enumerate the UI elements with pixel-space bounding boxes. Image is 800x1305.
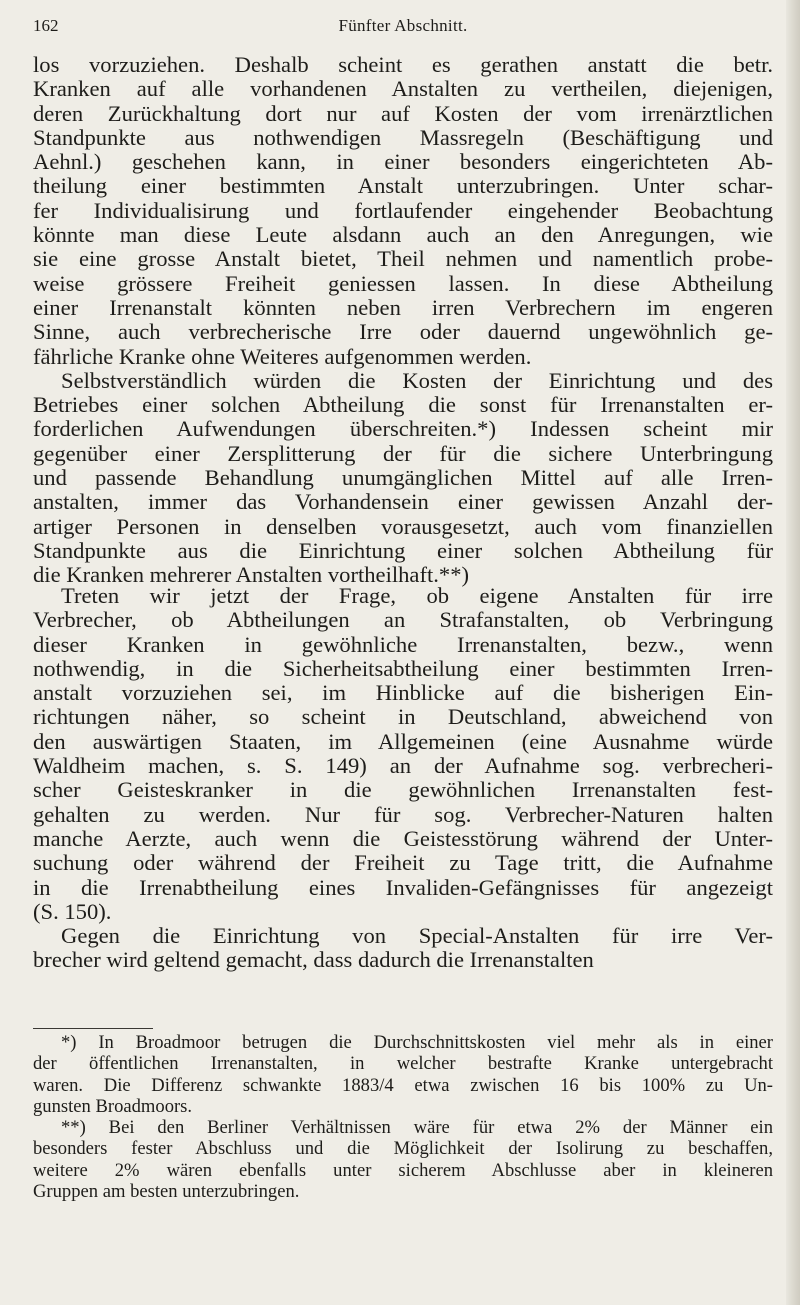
text-line: artiger Personen in denselben vorausgesetzt, auch vom finanziellen [33,513,773,539]
paragraph [33,53,773,369]
page-number: 162 [33,16,59,35]
text-line: Betriebes einer solchen Abtheilung die sonst für Irrenanstalten er- [33,392,773,418]
text-line: deren Zurückhaltung dort nur auf Kosten der vom irrenärztlichen [33,100,773,126]
text-line: der öffentlichen Irrenanstalten, in welcher bestrafte Kranke untergebracht [33,1053,773,1075]
text-line: suchung oder während der Freiheit zu Tage tritt, die Aufnahme [33,850,773,876]
text-line: richtungen näher, so scheint in Deutschland, abweichend von [33,704,773,730]
footnote [33,1032,773,1117]
running-head: Fünfter Abschnitt. [338,16,468,35]
text-line: los vorzuziehen. Deshalb scheint es gerathen anstatt die betr. [33,52,773,77]
text-line: gehalten zu werden. Nur für sog. Verbrecher-Naturen halten [33,801,773,827]
text-line: gegenüber einer Zersplitterung der für die sichere Unterbringung [33,440,773,466]
page-header [33,14,773,44]
text-line: theilung einer bestimmten Anstalt unterzubringen. Unter schar- [33,173,773,199]
text-line: anstalt vorzuziehen sei, im Hinblicke auf die bisherigen Ein- [33,680,773,706]
text-line: Gegen die Einrichtung von Special-Anstalten für irre Ver- [61,923,773,949]
text-line: nothwendig, in die Sicherheitsabtheilung einer bestimmten Irren- [33,655,773,681]
paragraph [33,924,773,973]
text-line: Gruppen am besten unterzubringen. [33,1181,300,1203]
text-line: Kranken auf alle vorhandenen Anstalten zu vertheilen, diejenigen, [33,76,773,102]
text-line: Aehnl.) geschehen kann, in einer besonders eingerichteten Ab- [33,149,773,175]
paragraph [33,369,773,588]
paragraph [33,584,773,924]
body-text-upper [33,53,773,588]
text-line: einer Irrenanstalt könnten neben irren Verbrechern im engeren [33,294,773,320]
text-line: die Kranken mehrerer Anstalten vortheilhaft.**) [33,562,470,588]
footnote [33,1117,773,1202]
text-line: sie eine grosse Anstalt bietet, Theil nehmen und namentlich probe- [33,246,773,272]
text-line: weitere 2% wären ebenfalls unter sicherem Abschlusse aber in kleineren [33,1159,773,1181]
page-edge [786,0,800,1305]
text-line: und passende Behandlung unumgänglichen Mittel auf alle Irren- [33,465,773,491]
text-line: fährliche Kranke ohne Weiteres aufgenommen werden. [33,343,532,369]
text-line: (S. 150). [33,898,112,924]
text-line: anstalten, immer das Vorhandensein einer gewissen Anzahl der- [33,489,773,515]
text-line: Waldheim machen, s. S. 149) an der Aufnahme sog. verbrecheri- [33,753,773,779]
text-line: waren. Die Differenz schwankte 1883/4 etwa zwischen 16 bis 100% zu Un- [33,1074,773,1096]
text-line: in die Irrenabtheilung eines Invaliden-Gefängnisses für angezeigt [33,874,773,900]
body-text-lower [33,584,773,973]
text-line: scher Geisteskranker in die gewöhnlichen Irrenanstalten fest- [33,777,773,803]
text-line: gunsten Broadmoors. [33,1095,193,1117]
text-line: Sinne, auch verbrecherische Irre oder dauernd ungewöhnlich ge- [33,319,773,345]
text-line: Selbstverständlich würden die Kosten der Einrichtung und des [61,367,773,393]
text-line: Standpunkte aus die Einrichtung einer solchen Abtheilung für [33,537,773,563]
text-line: manche Aerzte, auch wenn die Geistesstörung während der Unter- [33,825,773,851]
text-line: Verbrecher, ob Abtheilungen an Strafanstalten, ob Verbringung [33,607,773,633]
footnote-rule [33,1028,153,1029]
text-line: *) In Broadmoor betrugen die Durchschnittskosten viel mehr als in einer [61,1032,773,1053]
text-line: fer Individualisirung und fortlaufender eingehender Beobachtung [33,197,773,223]
text-line: Standpunkte aus nothwendigen Massregeln (Beschäftigung und [33,124,773,150]
text-line: forderlichen Aufwendungen überschreiten.*) Indessen scheint mir [33,416,773,442]
footnotes [33,1032,773,1202]
text-line: Treten wir jetzt der Frage, ob eigene Anstalten für irre [61,583,773,608]
text-line: **) Bei den Berliner Verhältnissen wäre für etwa 2% der Männer ein [61,1117,773,1139]
text-line: besonders fester Abschluss und die Möglichkeit der Isolirung zu beschaffen, [33,1138,773,1160]
text-line: dieser Kranken in gewöhnliche Irrenanstalten, bezw., wenn [33,631,773,657]
text-line: den auswärtigen Staaten, im Allgemeinen (eine Ausnahme würde [33,728,773,754]
text-line: könnte man diese Leute alsdann auch an den Anregungen, wie [33,222,773,248]
text-line: weise grössere Freiheit geniessen lassen. In diese Abtheilung [33,270,773,296]
text-line: brecher wird geltend gemacht, dass dadurch die Irrenanstalten [33,947,594,973]
